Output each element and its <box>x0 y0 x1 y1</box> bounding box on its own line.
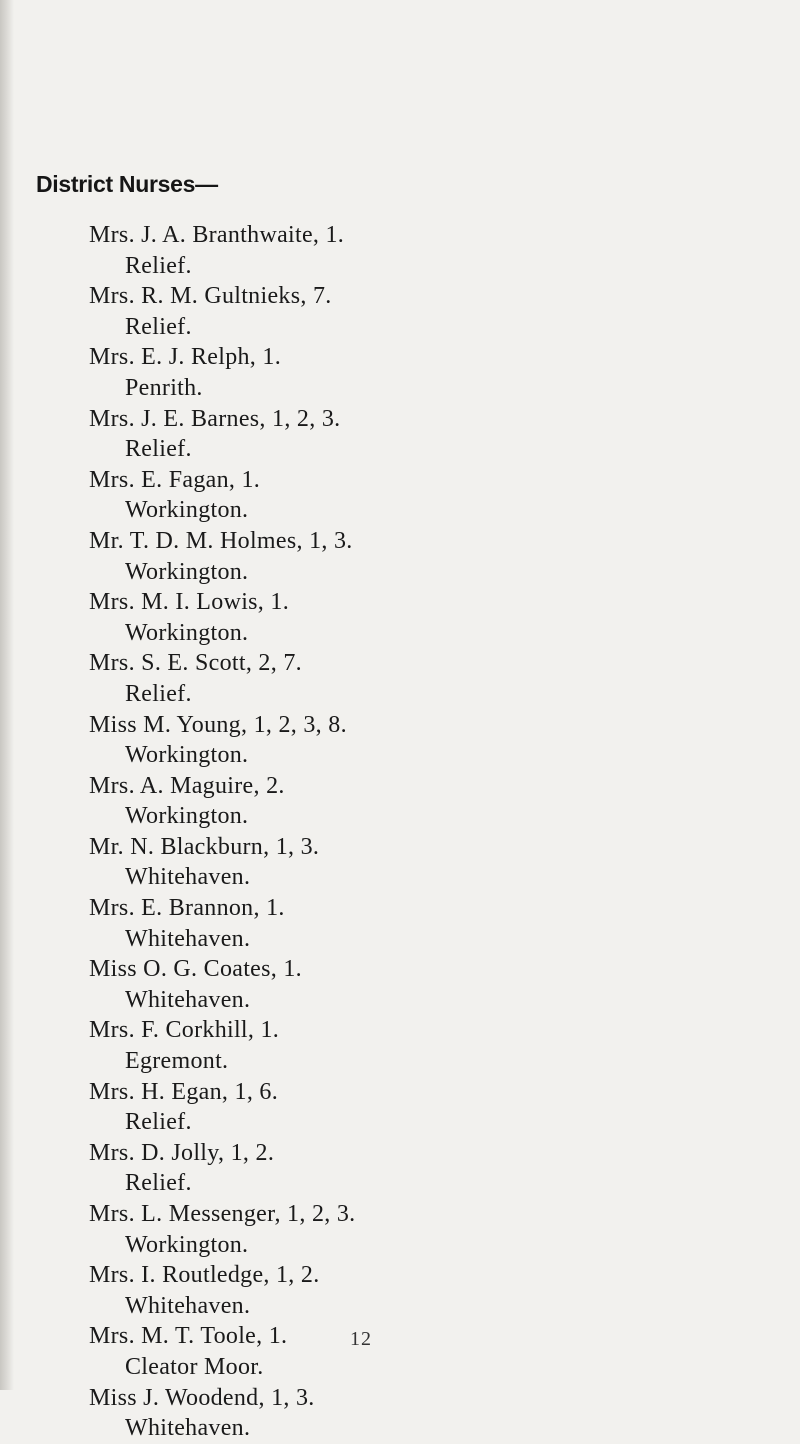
nurse-name: Mrs. E. Brannon, 1. <box>89 895 285 922</box>
nurse-name: Mrs. H. Egan, 1, 6. <box>89 1078 279 1105</box>
nurse-name: Miss J. Woodend, 1, 3. <box>89 1384 315 1411</box>
nurse-entry <box>89 1199 729 1260</box>
nurse-name: Mrs. E. J. Relph, 1. <box>89 344 281 371</box>
nurse-name: Mrs. D. Jolly, 1, 2. <box>89 1139 275 1166</box>
nurse-entry <box>89 648 729 709</box>
nurse-entry <box>89 220 729 281</box>
nurse-name: Mrs. A. Maguire, 2. <box>89 772 285 799</box>
nurse-entry <box>89 1383 729 1444</box>
nurse-list <box>89 220 729 1444</box>
nurse-entry <box>89 342 729 403</box>
section-heading: District Nurses— <box>36 171 218 197</box>
nurse-entry <box>89 587 729 648</box>
nurse-entry <box>89 771 729 832</box>
nurse-place: Whitehaven. <box>125 925 251 952</box>
nurse-entry <box>89 1138 729 1199</box>
nurse-entry <box>89 1260 729 1321</box>
nurse-name: Mrs. L. Messenger, 1, 2, 3. <box>89 1201 356 1227</box>
nurse-entry <box>89 465 729 526</box>
nurse-name: Mrs. M. T. Toole, 1. <box>89 1323 288 1350</box>
nurse-entry <box>89 893 729 954</box>
nurse-place: Workington. <box>125 742 249 769</box>
nurse-place: Cleator Moor. <box>125 1353 264 1380</box>
nurse-place: Relief. <box>125 313 192 340</box>
page-number: 12 <box>350 1328 372 1350</box>
nurse-name: Mrs. J. E. Barnes, 1, 2, 3. <box>89 405 341 432</box>
nurse-name: Mrs. R. M. Gultnieks, 7. <box>89 283 332 310</box>
nurse-entry <box>89 281 729 342</box>
nurse-name: Mrs. M. I. Lowis, 1. <box>89 589 290 616</box>
nurse-entry <box>89 954 729 1015</box>
nurse-name: Mr. T. D. M. Holmes, 1, 3. <box>89 527 353 554</box>
nurse-place: Workington. <box>125 803 249 830</box>
nurse-place: Workington. <box>125 497 249 524</box>
nurse-entry <box>89 710 729 771</box>
nurse-entry <box>89 1015 729 1076</box>
nurse-place: Relief. <box>125 680 192 707</box>
nurse-entry <box>89 1077 729 1138</box>
nurse-name: Mrs. F. Corkhill, 1. <box>89 1017 280 1044</box>
nurse-place: Workington. <box>125 558 249 585</box>
nurse-place: Whitehaven. <box>125 1415 251 1442</box>
nurse-entry <box>89 526 729 587</box>
nurse-name: Mrs. S. E. Scott, 2, 7. <box>89 650 302 677</box>
nurse-place: Whitehaven. <box>125 1292 251 1319</box>
nurse-place: Workington. <box>125 619 249 646</box>
nurse-place: Relief. <box>125 252 192 279</box>
nurse-name: Mrs. J. A. Branthwaite, 1. <box>89 222 345 248</box>
nurse-place: Relief. <box>125 1109 192 1136</box>
nurse-place: Whitehaven. <box>125 864 251 891</box>
nurse-name: Mrs. E. Fagan, 1. <box>89 466 261 493</box>
nurse-name: Mr. N. Blackburn, 1, 3. <box>89 833 320 860</box>
nurse-place: Relief. <box>125 1170 192 1197</box>
nurse-entry <box>89 404 729 465</box>
nurse-name: Miss M. Young, 1, 2, 3, 8. <box>89 711 347 738</box>
nurse-name: Miss O. G. Coates, 1. <box>89 956 302 983</box>
nurse-place: Relief. <box>125 436 192 463</box>
nurse-name: Mrs. I. Routledge, 1, 2. <box>89 1262 320 1289</box>
nurse-place: Workington. <box>125 1231 249 1258</box>
nurse-place: Egremont. <box>125 1048 229 1075</box>
nurse-entry <box>89 832 729 893</box>
nurse-place: Penrith. <box>125 374 203 401</box>
nurse-entry <box>89 1321 729 1382</box>
nurse-place: Whitehaven. <box>125 986 251 1013</box>
page-edge-shadow <box>0 0 14 1390</box>
